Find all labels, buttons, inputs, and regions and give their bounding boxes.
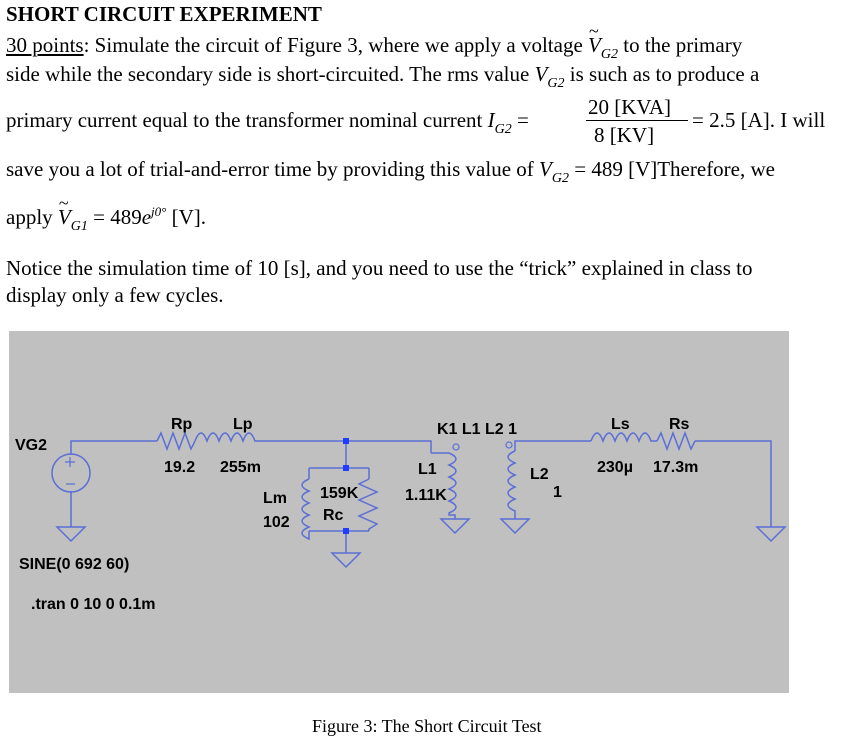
points-label: 30 points	[6, 33, 84, 57]
wire-bus	[271, 441, 431, 453]
rp-resistor	[157, 433, 195, 449]
equals-sign: =	[511, 108, 529, 132]
current-symbol: I	[487, 108, 495, 132]
paragraph-line-4	[6, 157, 775, 185]
l2-polarity-dot	[506, 442, 512, 448]
lp-label: Lp	[233, 416, 253, 433]
ground-icon	[441, 519, 469, 533]
notice-line-2: display only a few cycles.	[6, 283, 224, 307]
ground-icon	[757, 527, 785, 541]
circuit-schematic	[9, 331, 789, 693]
voltage-symbol: V	[539, 157, 552, 181]
text-segment: [V].	[166, 205, 206, 229]
voltage-source-vg2	[52, 454, 90, 492]
voltage-symbol: ~ V	[58, 205, 71, 229]
paragraph-line-2	[6, 62, 759, 90]
rs-resistor	[657, 433, 695, 449]
subscript-g1: G1	[70, 219, 88, 234]
ground-icon	[332, 553, 360, 567]
rp-value: 19.2	[164, 459, 196, 476]
fraction-bar	[586, 120, 688, 121]
wire-l2-top	[515, 441, 591, 451]
rs-label: Rs	[669, 416, 690, 433]
ground-icon	[501, 519, 529, 533]
schematic-drawing	[9, 331, 789, 693]
subscript-g2: G2	[551, 171, 569, 186]
text-segment: : Simulate the circuit of Figure 3, where we apply a voltage	[83, 33, 589, 57]
text-segment: to the primary	[617, 33, 743, 57]
wire-short-circuit	[695, 441, 771, 527]
text-segment: apply	[6, 205, 58, 229]
ls-label: Ls	[611, 416, 630, 433]
figure-caption: Figure 3: The Short Circuit Test	[312, 716, 542, 736]
nominal-current-result: = 2.5 [A]. I will	[692, 108, 826, 132]
experiment-heading: SHORT CIRCUIT EXPERIMENT	[6, 2, 322, 26]
source-label: VG2	[15, 437, 48, 454]
junction-dot	[343, 465, 349, 471]
text-segment: primary current equal to the transformer nominal current	[6, 108, 488, 132]
text-segment: = 489 [V]Therefore, we	[568, 157, 775, 181]
coupling-directive: K1 L1 L2 1	[437, 421, 518, 438]
lm-inductor	[302, 479, 309, 539]
rs-value: 17.3m	[653, 459, 699, 476]
paragraph-line-1	[6, 33, 742, 61]
rc-value: 159K	[320, 485, 359, 502]
ls-value: 230µ	[597, 459, 633, 476]
ground-icon	[57, 527, 85, 541]
notice-line-1: Notice the simulation time of 10 [s], and you need to use the “trick” explained in class to	[6, 256, 753, 280]
voltage-symbol: ~ V	[588, 33, 601, 57]
voltage-symbol: V	[534, 62, 548, 86]
subscript-g2: G2	[494, 122, 512, 137]
fraction-numerator: 20 [KVA]	[588, 95, 672, 119]
rc-resistor	[359, 479, 377, 531]
text-segment: save you a lot of trial-and-error time by providing this value of	[6, 157, 540, 181]
subscript-g2: G2	[547, 76, 565, 91]
fraction-denominator: 8 [KV]	[594, 123, 655, 147]
text-segment: is such as to produce a	[564, 62, 760, 86]
lm-value: 102	[263, 514, 290, 531]
l2-value: 1	[553, 484, 562, 501]
sine-spec: SINE(0 692 60)	[19, 556, 130, 573]
phase-exponent: j0°	[151, 204, 167, 219]
rc-label: Rc	[323, 507, 344, 524]
text-segment: = 489	[87, 205, 142, 229]
euler-e: e	[141, 205, 152, 229]
junction-dot	[343, 438, 349, 444]
l1-polarity-dot	[453, 444, 459, 450]
ls-inductor	[591, 433, 657, 441]
lp-inductor	[195, 433, 271, 441]
l1-label: L1	[418, 461, 437, 478]
paragraph-line-5	[6, 200, 206, 233]
wire-source-top	[71, 441, 157, 455]
rp-label: Rp	[171, 416, 193, 433]
text-segment: side while the secondary side is short-circuited. The rms value	[6, 62, 535, 86]
junction-dot	[343, 528, 349, 534]
tran-directive: .tran 0 10 0 0.1m	[31, 596, 156, 613]
subscript-g2: G2	[600, 47, 618, 62]
l1-value: 1.11K	[405, 487, 447, 504]
lm-label: Lm	[263, 490, 287, 507]
lp-value: 255m	[220, 459, 261, 476]
l2-inductor	[508, 451, 515, 517]
paragraph-line-3	[6, 108, 529, 136]
l2-label: L2	[530, 466, 549, 483]
